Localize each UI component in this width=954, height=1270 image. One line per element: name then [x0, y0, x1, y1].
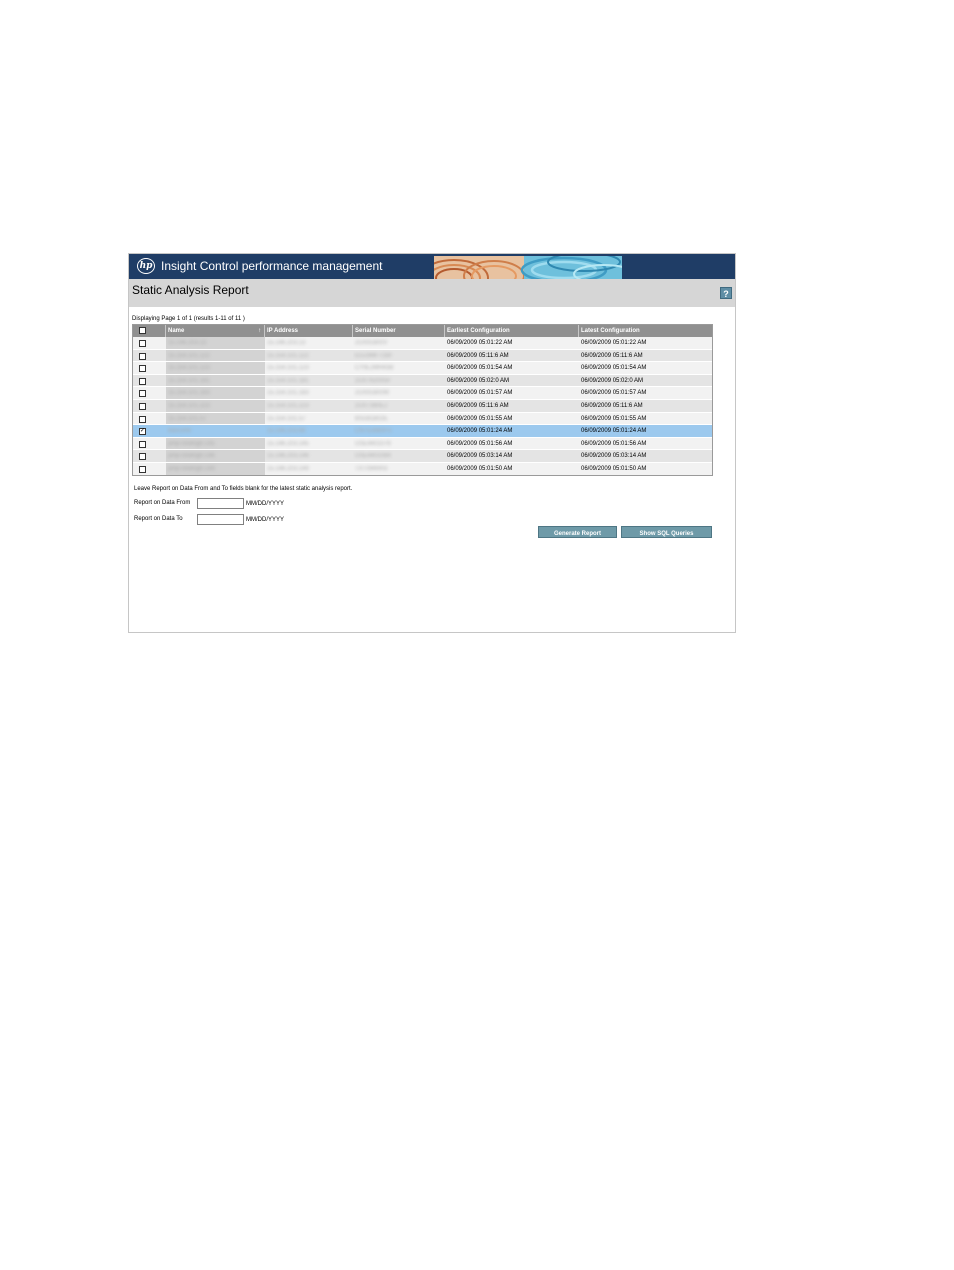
show-sql-queries-button[interactable]: Show SQL Queries [621, 526, 712, 538]
serial-value: 2UX91800V [355, 340, 388, 346]
name-value: 15.154.101.183 [168, 390, 210, 397]
ip-value: 15.146.203.146 [267, 453, 309, 460]
cell-ip [265, 337, 353, 349]
latest-value: 06/09/2009 05:01:24 AM [581, 428, 647, 435]
cell-latest [579, 387, 713, 399]
earliest-value: 06/09/2009 05:11:6 AM [447, 403, 509, 409]
earliest-value: 06/09/2009 05:01:56 AM [447, 440, 513, 447]
cell-serial [353, 350, 445, 362]
ip-value: 15.154.101.123 [267, 365, 309, 372]
from-date-input[interactable] [197, 498, 244, 509]
column-header-ip[interactable]: IP Address [265, 325, 353, 337]
cell-earliest [445, 362, 579, 374]
from-date-label: Report on Data From [134, 500, 191, 506]
earliest-value: 06/09/2009 05:01:22 AM [447, 340, 513, 346]
cell-latest [579, 400, 713, 412]
latest-value: 06/09/2009 05:01:54 AM [581, 365, 647, 372]
cell-latest [579, 375, 713, 387]
cell-ip [265, 362, 353, 374]
table-row[interactable] [133, 413, 712, 426]
date-range-note: Leave Report on Data From and To fields blank for the latest static analysis report. [134, 486, 353, 492]
cell-ip [265, 387, 353, 399]
latest-value: 06/09/2009 05:01:22 AM [581, 340, 647, 346]
serial-value: 2UX7380EJ [355, 403, 388, 409]
latest-value: 06/09/2009 05:01:57 AM [581, 390, 647, 397]
cell-earliest [445, 413, 579, 425]
table-row[interactable] [133, 375, 712, 388]
app-title: Insight Control performance management [161, 259, 383, 273]
select-all-header [133, 325, 166, 337]
banner-graphic [434, 256, 622, 279]
cell-earliest [445, 450, 579, 462]
row-checkbox[interactable] [139, 403, 146, 410]
table-row[interactable] [133, 425, 712, 438]
cell-name [166, 337, 265, 349]
earliest-value: 06/09/2009 05:01:54 AM [447, 365, 513, 372]
earliest-value: 06/09/2009 05:01:24 AM [447, 428, 513, 435]
cell-ip [265, 425, 353, 437]
row-checkbox[interactable] [139, 365, 146, 372]
serial-value: USE4401076 [355, 440, 391, 447]
cell-name [166, 438, 265, 450]
cell-serial [353, 438, 445, 450]
cell-latest [579, 350, 713, 362]
cell-earliest [445, 438, 579, 450]
cell-serial [353, 387, 445, 399]
cell-name [166, 400, 265, 412]
name-value: 15.154.101.223 [168, 403, 210, 409]
serial-value: EGJ3MFT33F [355, 352, 393, 359]
paging-info: Displaying Page 1 of 1 (results 1-11 of 11 ) [132, 316, 245, 322]
cell-earliest [445, 463, 579, 475]
generate-report-button[interactable]: Generate Report [538, 526, 617, 538]
latest-value: 06/09/2009 05:01:56 AM [581, 440, 647, 447]
ip-value: 15.154.101.183 [267, 390, 309, 397]
ip-value: 15.146.203.13 [267, 340, 306, 346]
app-window [128, 253, 736, 633]
row-checkbox[interactable] [139, 466, 146, 473]
cell-latest [579, 337, 713, 349]
cell-earliest [445, 375, 579, 387]
serial-value: USE4401084 [355, 453, 391, 460]
name-value: 15.154.101.181 [168, 377, 210, 384]
row-checkbox[interactable] [139, 416, 146, 423]
cell-name [166, 463, 265, 475]
row-checkbox[interactable]: ✓ [140, 428, 146, 435]
select-all-checkbox[interactable] [139, 327, 146, 334]
page-title-bar [129, 279, 735, 307]
ip-value: 15.154.101.57 [267, 415, 306, 422]
table-row[interactable] [133, 450, 712, 463]
latest-value: 06/09/2009 05:01:50 AM [581, 466, 647, 472]
name-value: 15.146.203.13 [168, 340, 207, 346]
name-value: pmp-sl580g6-145 [168, 440, 215, 447]
help-icon[interactable]: ? [720, 287, 732, 299]
table-row[interactable] [133, 350, 712, 363]
cell-name [166, 350, 265, 362]
cell-ip [265, 400, 353, 412]
name-value: bascorte [168, 428, 192, 435]
cell-ip [265, 450, 353, 462]
earliest-value: 06/09/2009 05:01:55 AM [447, 415, 513, 422]
sort-ascending-icon[interactable]: ↑ [258, 328, 261, 334]
cell-latest [579, 425, 713, 437]
serial-value: CN7528B0F5 [355, 428, 392, 435]
hp-logo: hp [137, 258, 155, 274]
cell-latest [579, 413, 713, 425]
name-value: pmp-sl580g6-149 [168, 466, 215, 472]
row-checkbox[interactable] [139, 353, 146, 360]
cell-name [166, 387, 265, 399]
earliest-value: 06/09/2009 05:01:57 AM [447, 390, 513, 397]
column-header-earliest[interactable]: Earliest Configuration [445, 325, 579, 337]
cell-earliest [445, 425, 579, 437]
page-title: Static Analysis Report [132, 283, 249, 297]
name-value: 15.154.101.57 [168, 415, 207, 422]
row-checkbox[interactable] [139, 453, 146, 460]
column-header-name[interactable] [166, 325, 265, 337]
cell-latest [579, 450, 713, 462]
earliest-value: 06/09/2009 05:03:14 AM [447, 453, 513, 460]
row-checkbox[interactable] [139, 378, 146, 385]
cell-earliest [445, 337, 579, 349]
app-banner [129, 254, 735, 279]
cell-serial [353, 400, 445, 412]
cell-ip [265, 463, 353, 475]
earliest-value: 06/09/2009 05:02:0 AM [447, 377, 510, 384]
ip-value: 15.146.203.145 [267, 440, 309, 447]
cell-serial [353, 450, 445, 462]
cell-serial [353, 413, 445, 425]
latest-value: 06/09/2009 05:01:55 AM [581, 415, 647, 422]
cell-name [166, 425, 265, 437]
table-row[interactable] [133, 438, 712, 451]
cell-name [166, 450, 265, 462]
cell-serial [353, 375, 445, 387]
latest-value: 06/09/2009 05:11:6 AM [581, 352, 643, 359]
cell-ip [265, 375, 353, 387]
name-value: 15.154.101.123 [168, 365, 210, 372]
serial-value: TXT0940H3 [355, 466, 388, 472]
latest-value: 06/09/2009 05:02:0 AM [581, 377, 644, 384]
results-table [132, 324, 713, 476]
table-row[interactable] [133, 337, 712, 350]
name-value: pmp-sl580g6-146 [168, 453, 215, 460]
ip-value: 15.154.101.181 [267, 377, 309, 384]
serial-value: 8SG81802E [355, 415, 388, 422]
row-checkbox[interactable] [139, 340, 146, 347]
serial-value: 2UX91800W [355, 390, 390, 397]
to-date-label: Report on Data To [134, 516, 183, 522]
latest-value: 06/09/2009 05:11:6 AM [581, 403, 643, 409]
column-label-name: Name [168, 328, 185, 334]
cell-latest [579, 438, 713, 450]
column-header-serial[interactable]: Serial Number [353, 325, 445, 337]
to-date-format-hint: MM/DD/YYYY [246, 517, 285, 523]
cell-earliest [445, 387, 579, 399]
ip-value: 15.146.203.68 [267, 428, 306, 435]
serial-value: CY9L2MH43B [355, 365, 394, 372]
cell-latest [579, 463, 713, 475]
cell-earliest [445, 350, 579, 362]
cell-serial [353, 337, 445, 349]
table-row[interactable] [133, 362, 712, 375]
from-date-format-hint: MM/DD/YYYY [246, 501, 285, 507]
cell-ip [265, 413, 353, 425]
cell-name [166, 413, 265, 425]
table-row[interactable] [133, 400, 712, 413]
row-checkbox[interactable] [139, 390, 146, 397]
cell-ip [265, 438, 353, 450]
to-date-input[interactable] [197, 514, 244, 525]
ip-value: 15.154.101.223 [267, 403, 309, 409]
column-header-latest[interactable]: Latest Configuration [579, 325, 713, 337]
ip-value: 15.154.101.122 [267, 352, 309, 359]
table-row[interactable] [133, 387, 712, 400]
ip-value: 15.146.203.149 [267, 466, 309, 472]
cell-earliest [445, 400, 579, 412]
latest-value: 06/09/2009 05:03:14 AM [581, 453, 647, 460]
name-value: 15.154.101.122 [168, 352, 210, 359]
earliest-value: 06/09/2009 05:01:50 AM [447, 466, 513, 472]
cell-serial [353, 463, 445, 475]
cell-ip [265, 350, 353, 362]
earliest-value: 06/09/2009 05:11:6 AM [447, 352, 509, 359]
cell-serial [353, 362, 445, 374]
serial-value: 2UX7620A5F [355, 377, 392, 384]
row-checkbox[interactable] [139, 441, 146, 448]
cell-serial [353, 425, 445, 437]
table-row[interactable] [133, 463, 712, 476]
cell-latest [579, 362, 713, 374]
cell-name [166, 375, 265, 387]
cell-name [166, 362, 265, 374]
